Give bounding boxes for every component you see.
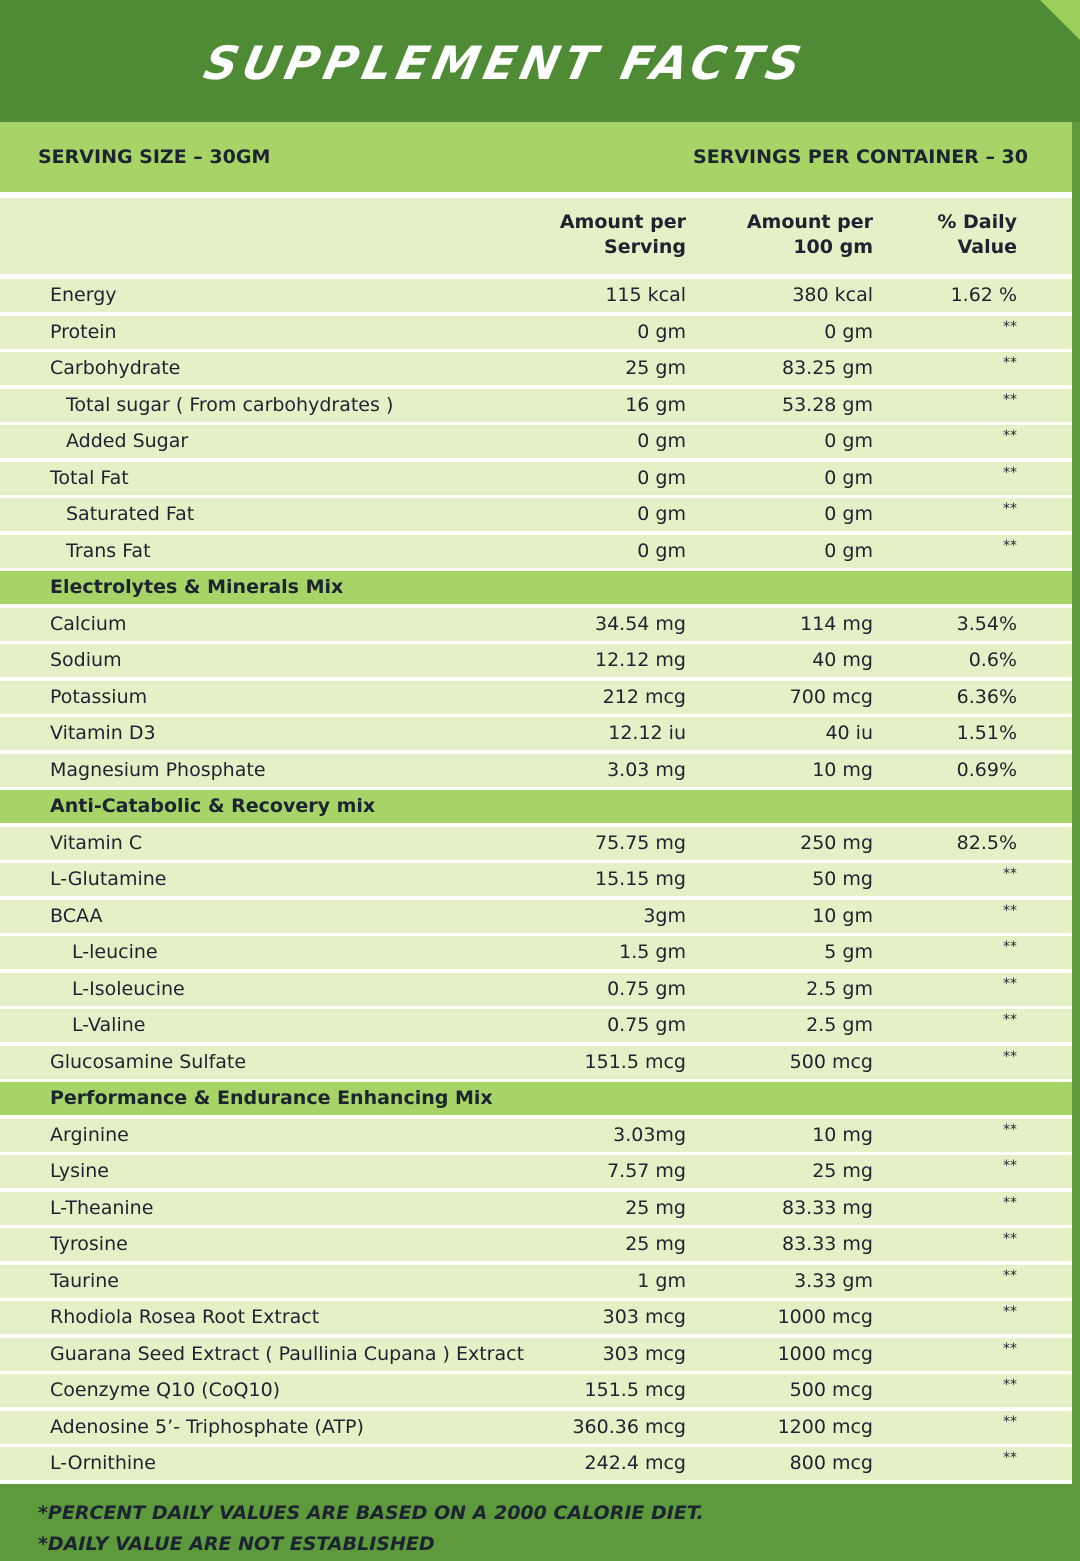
table-row	[0, 863, 1072, 896]
column-header-per-100-line1: Amount per	[746, 211, 873, 233]
amount-per-100gm: 800 mcg	[789, 1452, 873, 1474]
column-header-daily-value-line2: Value	[957, 236, 1017, 258]
nutrient-name: Vitamin D3	[50, 722, 156, 744]
daily-value: **	[1003, 355, 1017, 371]
nutrient-name: Adenosine 5’- Triphosphate (ATP)	[50, 1415, 364, 1438]
table-row	[0, 1009, 1072, 1042]
amount-per-serving: 15.15 mg	[594, 868, 686, 890]
table-row	[0, 316, 1072, 349]
daily-value: 0.6%	[968, 649, 1017, 671]
column-header-per-serving-line1: Amount per	[559, 211, 686, 233]
amount-per-serving: 0 gm	[637, 466, 686, 489]
amount-per-100gm: 83.25 gm	[781, 357, 873, 379]
nutrient-name: L-Theanine	[50, 1196, 154, 1219]
nutrient-name: Rhodiola Rosea Root Extract	[50, 1306, 320, 1328]
amount-per-serving: 25 gm	[625, 357, 686, 379]
serving-size: SERVING SIZE – 30GM	[38, 146, 271, 168]
header-band	[0, 0, 1080, 122]
section-header-row	[0, 571, 1072, 604]
amount-per-100gm: 0 gm	[824, 466, 873, 489]
amount-per-100gm: 83.33 mg	[781, 1233, 873, 1255]
nutrient-name: Guarana Seed Extract ( Paullinia Cupana ) Extract	[50, 1342, 525, 1365]
nutrient-name: Taurine	[50, 1269, 119, 1292]
amount-per-serving: 0.75 gm	[607, 1014, 686, 1036]
column-header-per-100	[747, 210, 873, 260]
amount-per-serving: 212 mcg	[602, 685, 686, 708]
table-row	[0, 1046, 1072, 1079]
column-header-per-serving	[560, 210, 686, 260]
table-row	[0, 462, 1072, 495]
amount-per-serving: 360.36 mcg	[572, 1415, 686, 1438]
footnote-not-established: *DAILY VALUE ARE NOT ESTABLISHED	[38, 1533, 435, 1555]
amount-per-100gm: 1000 mcg	[777, 1306, 873, 1328]
amount-per-serving: 3.03 mg	[607, 758, 686, 781]
column-header-daily-value-line1: % Daily	[937, 211, 1017, 233]
table-row	[0, 279, 1072, 312]
table-row	[0, 1411, 1072, 1444]
table-row	[0, 973, 1072, 1006]
nutrient-name: Total Fat	[50, 466, 129, 489]
nutrient-name: Total sugar ( From carbohydrates )	[66, 393, 394, 416]
daily-value: **	[1003, 902, 1017, 919]
nutrient-name: Lysine	[50, 1160, 109, 1182]
table-row	[0, 1192, 1072, 1225]
section-title: Performance & Endurance Enhancing Mix	[50, 1087, 493, 1109]
corner-accent	[1040, 0, 1080, 40]
table-row	[0, 1228, 1072, 1261]
daily-value: **	[1003, 1194, 1017, 1211]
amount-per-serving: 303 mcg	[602, 1306, 686, 1328]
facts-table	[0, 279, 1072, 1484]
amount-per-serving: 7.57 mg	[607, 1160, 686, 1182]
amount-per-100gm: 40 mg	[812, 649, 873, 671]
table-row	[0, 498, 1072, 531]
amount-per-100gm: 2.5 gm	[806, 977, 873, 1000]
nutrient-name: Protein	[50, 320, 117, 343]
amount-per-serving: 303 mcg	[602, 1342, 686, 1365]
daily-value: **	[1003, 428, 1017, 444]
amount-per-100gm: 1200 mcg	[777, 1415, 873, 1438]
daily-value: **	[1003, 391, 1017, 408]
amount-per-serving: 151.5 mcg	[584, 1050, 686, 1073]
column-header-per-100-line2: 100 gm	[793, 236, 873, 258]
table-row	[0, 1265, 1072, 1298]
amount-per-serving: 0.75 gm	[607, 977, 686, 1000]
table-row	[0, 1374, 1072, 1407]
daily-value: 3.54%	[956, 612, 1017, 635]
nutrient-name: Tyrosine	[50, 1233, 128, 1255]
daily-value: 6.36%	[956, 685, 1017, 708]
amount-per-100gm: 83.33 mg	[781, 1196, 873, 1219]
daily-value: **	[1003, 939, 1017, 955]
amount-per-100gm: 500 mcg	[789, 1050, 873, 1073]
daily-value: **	[1003, 537, 1017, 554]
daily-value: **	[1003, 1121, 1017, 1138]
column-header-per-serving-line2: Serving	[604, 236, 686, 258]
amount-per-100gm: 250 mg	[800, 831, 873, 854]
servings-per-container: SERVINGS PER CONTAINER – 30	[693, 146, 1028, 168]
section-title: Electrolytes & Minerals Mix	[50, 576, 344, 598]
daily-value: **	[1003, 1012, 1017, 1028]
table-row	[0, 1119, 1072, 1152]
daily-value: **	[1003, 464, 1017, 481]
table-row	[0, 425, 1072, 458]
page-title: SUPPLEMENT FACTS	[199, 36, 811, 90]
amount-per-serving: 1 gm	[637, 1269, 686, 1292]
table-row	[0, 717, 1072, 750]
daily-value: 1.62 %	[950, 284, 1017, 306]
amount-per-100gm: 0 gm	[824, 539, 873, 562]
nutrient-name: Added Sugar	[66, 430, 189, 452]
amount-per-serving: 0 gm	[637, 320, 686, 343]
amount-per-serving: 0 gm	[637, 539, 686, 562]
nutrient-name: BCAA	[50, 904, 103, 927]
amount-per-100gm: 3.33 gm	[794, 1269, 873, 1292]
amount-per-100gm: 500 mcg	[789, 1379, 873, 1401]
nutrient-name: Potassium	[50, 685, 148, 708]
amount-per-serving: 0 gm	[637, 503, 686, 525]
nutrient-name: L-Glutamine	[50, 868, 167, 890]
amount-per-100gm: 10 mg	[812, 758, 873, 781]
nutrient-name: Arginine	[50, 1123, 129, 1146]
amount-per-serving: 0 gm	[637, 430, 686, 452]
amount-per-serving: 25 mg	[625, 1196, 686, 1219]
table-row	[0, 352, 1072, 385]
amount-per-serving: 151.5 mcg	[584, 1379, 686, 1401]
nutrient-name: L-Ornithine	[50, 1452, 156, 1474]
daily-value: 1.51%	[956, 722, 1017, 744]
amount-per-serving: 3gm	[643, 904, 686, 927]
nutrient-name: Sodium	[50, 649, 122, 671]
amount-per-serving: 34.54 mg	[594, 612, 686, 635]
facts-panel	[0, 122, 1072, 1484]
table-row	[0, 1338, 1072, 1371]
nutrient-name: Energy	[50, 284, 117, 306]
daily-value: 0.69%	[956, 758, 1017, 781]
section-header-row	[0, 1082, 1072, 1115]
table-row	[0, 900, 1072, 933]
amount-per-serving: 115 kcal	[605, 284, 686, 306]
daily-value: **	[1003, 1377, 1017, 1393]
amount-per-100gm: 380 kcal	[792, 284, 873, 306]
nutrient-name: Magnesium Phosphate	[50, 758, 266, 781]
table-row	[0, 754, 1072, 787]
daily-value: **	[1003, 866, 1017, 882]
daily-value: 82.5%	[956, 831, 1017, 854]
amount-per-100gm: 0 gm	[824, 430, 873, 452]
nutrient-name: Coenzyme Q10 (CoQ10)	[50, 1379, 281, 1401]
nutrient-name: Carbohydrate	[50, 357, 181, 379]
table-row	[0, 1301, 1072, 1334]
daily-value: **	[1003, 501, 1017, 517]
amount-per-100gm: 10 gm	[812, 904, 873, 927]
nutrient-name: Vitamin C	[50, 831, 143, 854]
amount-per-100gm: 25 mg	[812, 1160, 873, 1182]
nutrient-name: L-Isoleucine	[72, 977, 185, 1000]
amount-per-serving: 1.5 gm	[619, 941, 686, 963]
daily-value: **	[1003, 1267, 1017, 1284]
table-row	[0, 827, 1072, 860]
footnotes	[38, 1498, 704, 1560]
amount-per-serving: 12.12 mg	[594, 649, 686, 671]
daily-value: **	[1003, 1048, 1017, 1065]
daily-value: **	[1003, 1304, 1017, 1320]
table-row	[0, 1447, 1072, 1480]
footnote-daily-values: *PERCENT DAILY VALUES ARE BASED ON A 2000 CALORIE DIET.	[38, 1502, 704, 1524]
amount-per-serving: 25 mg	[625, 1233, 686, 1255]
amount-per-100gm: 2.5 gm	[806, 1014, 873, 1036]
amount-per-100gm: 0 gm	[824, 503, 873, 525]
serving-info-band	[0, 122, 1072, 192]
table-row	[0, 936, 1072, 969]
table-row	[0, 1155, 1072, 1188]
amount-per-serving: 12.12 iu	[608, 722, 686, 744]
section-header-row	[0, 790, 1072, 823]
nutrient-name: L-leucine	[72, 941, 158, 963]
amount-per-100gm: 53.28 gm	[781, 393, 873, 416]
table-row	[0, 389, 1072, 422]
section-title: Anti-Catabolic & Recovery mix	[50, 795, 376, 817]
column-header-daily-value	[937, 210, 1017, 260]
amount-per-serving: 75.75 mg	[594, 831, 686, 854]
amount-per-serving: 3.03mg	[613, 1123, 686, 1146]
table-row	[0, 681, 1072, 714]
nutrient-name: Trans Fat	[66, 539, 151, 562]
nutrient-name: Saturated Fat	[66, 503, 195, 525]
amount-per-serving: 16 gm	[625, 393, 686, 416]
amount-per-100gm: 114 mg	[800, 612, 873, 635]
daily-value: **	[1003, 1450, 1017, 1466]
amount-per-100gm: 700 mcg	[789, 685, 873, 708]
table-row	[0, 644, 1072, 677]
amount-per-100gm: 40 iu	[825, 722, 873, 744]
nutrient-name: L-Valine	[72, 1014, 146, 1036]
column-header-row	[0, 198, 1072, 274]
daily-value: **	[1003, 318, 1017, 335]
amount-per-100gm: 0 gm	[824, 320, 873, 343]
nutrient-name: Glucosamine Sulfate	[50, 1050, 247, 1073]
daily-value: **	[1003, 1231, 1017, 1247]
amount-per-100gm: 10 mg	[812, 1123, 873, 1146]
amount-per-100gm: 5 gm	[824, 941, 873, 963]
daily-value: **	[1003, 1340, 1017, 1357]
daily-value: **	[1003, 1158, 1017, 1174]
daily-value: **	[1003, 975, 1017, 992]
table-row	[0, 535, 1072, 568]
daily-value: **	[1003, 1413, 1017, 1430]
nutrient-name: Calcium	[50, 612, 127, 635]
amount-per-serving: 242.4 mcg	[584, 1452, 686, 1474]
table-row	[0, 608, 1072, 641]
amount-per-100gm: 50 mg	[812, 868, 873, 890]
amount-per-100gm: 1000 mcg	[777, 1342, 873, 1365]
